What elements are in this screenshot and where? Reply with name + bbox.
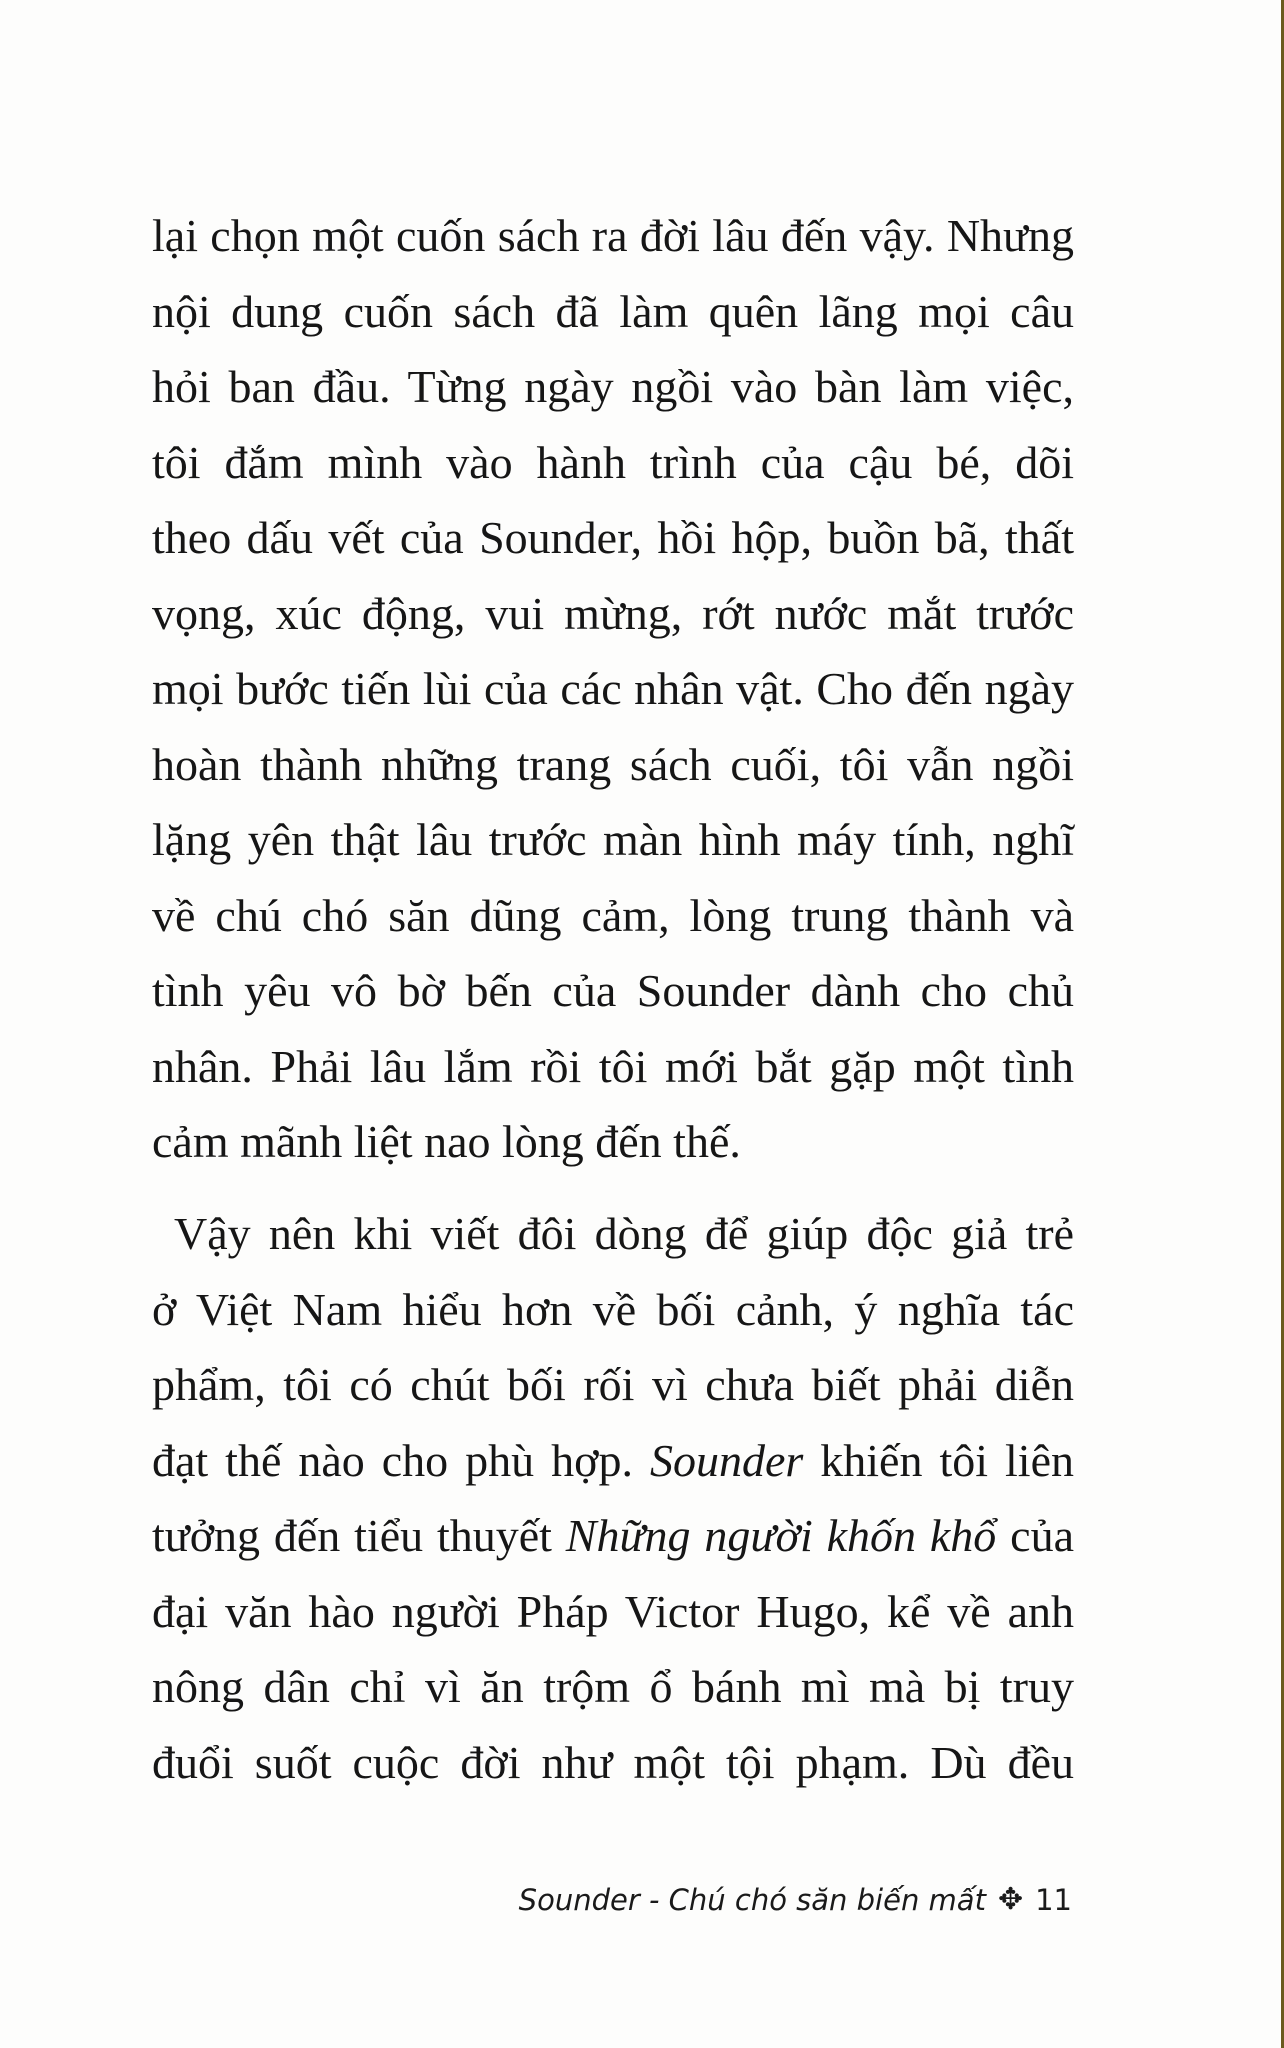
four-petal-ornament-icon: ✥ xyxy=(997,1882,1024,1917)
paragraph-line: theo dấu vết của Sounder, hồi hộp, buồn bã, thất xyxy=(152,512,1074,563)
paragraph-line: cảm mãnh liệt nao lòng đến thế. xyxy=(152,1116,741,1167)
paragraph-line: mọi bước tiến lùi của các nhân vật. Cho đến ngày xyxy=(152,663,1074,714)
line-text: của xyxy=(996,1510,1074,1561)
paragraph-line: về chú chó săn dũng cảm, lòng trung thành và xyxy=(152,889,1074,941)
line-text: khiến tôi liên xyxy=(803,1434,1074,1486)
body-paragraph-2 xyxy=(152,1196,1074,1800)
paragraph-line: tình yêu vô bờ bến của Sounder dành cho chủ xyxy=(152,965,1074,1016)
line-text: tưởng đến tiểu thuyết xyxy=(152,1510,566,1561)
body-paragraph-1 xyxy=(152,198,1074,1180)
footer-book-title: Sounder - Chú chó săn biến mất xyxy=(518,1883,986,1917)
paragraph-line: lặng yên thật lâu trước màn hình máy tính, nghĩ xyxy=(152,814,1074,865)
page-number: 11 xyxy=(1035,1883,1072,1917)
paragraph-line: Vậy nên khi viết đôi dòng để giúp độc giả trẻ xyxy=(174,1208,1074,1259)
paragraph-line-with-italic xyxy=(152,1498,1074,1574)
paragraph-line: ở Việt Nam hiểu hơn về bối cảnh, ý nghĩa tác xyxy=(152,1283,1074,1335)
paragraph-line: tôi đắm mình vào hành trình của cậu bé, dõi xyxy=(152,436,1074,488)
paragraph-line: hỏi ban đầu. Từng ngày ngồi vào bàn làm việc, xyxy=(152,361,1074,412)
book-title-italic: Sounder xyxy=(649,1434,804,1486)
paragraph-line: phẩm, tôi có chút bối rối vì chưa biết phải diễn xyxy=(152,1359,1074,1410)
paragraph-line: đuổi suốt cuộc đời như một tội phạm. Dù đều xyxy=(152,1736,1074,1788)
novel-title-italic: Những người khốn khổ xyxy=(565,1510,997,1561)
paragraph-line: lại chọn một cuốn sách ra đời lâu đến vậy. Nhưng xyxy=(152,210,1074,261)
paragraph-line: nội dung cuốn sách đã làm quên lãng mọi câu xyxy=(152,285,1074,337)
paragraph-line: đại văn hào người Pháp Victor Hugo, kể về anh xyxy=(152,1585,1074,1637)
running-footer xyxy=(519,1883,1072,1917)
paragraph-line: vọng, xúc động, vui mừng, rớt nước mắt trước xyxy=(152,587,1074,639)
paragraph-line-with-italic xyxy=(152,1423,1074,1499)
paragraph-line: hoàn thành những trang sách cuối, tôi vẫn ngồi xyxy=(152,738,1074,790)
line-text: đạt thế nào cho phù hợp. xyxy=(152,1434,650,1486)
paragraph-line: nhân. Phải lâu lắm rồi tôi mới bắt gặp một tình xyxy=(152,1040,1074,1092)
paragraph-line: nông dân chỉ vì ăn trộm ổ bánh mì mà bị truy xyxy=(152,1661,1074,1712)
